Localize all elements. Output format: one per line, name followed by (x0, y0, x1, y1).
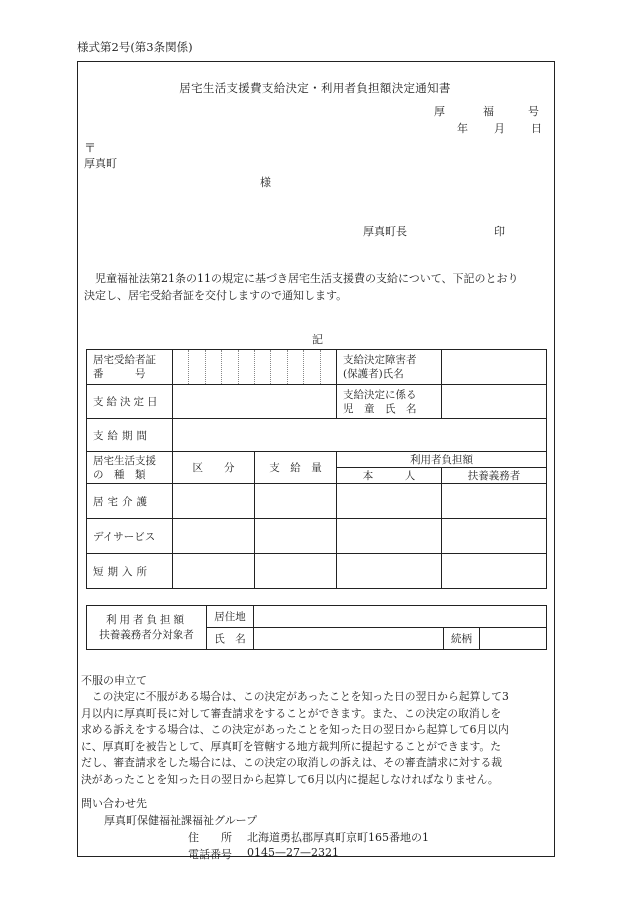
cert-number-label-line2: 番 号 (93, 368, 146, 380)
decision-date-field[interactable] (173, 385, 337, 419)
period-row (87, 419, 547, 452)
date-month: 月 (494, 122, 505, 135)
cell[interactable] (173, 554, 255, 589)
obligor-label-line1: 利用者負担額 (106, 613, 187, 626)
doc-number-mid: 福 (483, 105, 494, 118)
cell[interactable] (442, 484, 547, 519)
cell[interactable] (173, 484, 255, 519)
relation-field[interactable] (480, 628, 547, 650)
date-day: 日 (531, 122, 542, 135)
body-line-1: 児童福祉法第21条の11の規定に基づき居宅生活支援費の支給について、下記のとおり (95, 272, 519, 285)
child-name-label (337, 385, 442, 419)
honorific: 様 (260, 176, 271, 189)
self-header: 本 人 (337, 468, 442, 484)
disabled-person-label (337, 350, 442, 385)
service-type-label-line2: の 種 類 (93, 468, 146, 481)
contact-department: 厚真町保健福祉課福祉グループ (104, 814, 258, 827)
ki-mark: 記 (312, 333, 323, 346)
appeal-text (81, 689, 551, 789)
contact-phone-label: 電話番号 (188, 848, 232, 861)
cell[interactable] (337, 554, 442, 589)
date-year: 年 (457, 122, 468, 135)
document-title: 居宅生活支援費支給決定・利用者負担額決定通知書 (179, 81, 451, 95)
cert-number-field[interactable] (173, 350, 337, 385)
obligor-label-line2: 扶養義務者分対象者 (99, 628, 194, 641)
decision-date-label: 支給決定日 (87, 385, 173, 419)
child-name-label-line2: 児 童 氏 名 (343, 402, 417, 415)
decision-table (86, 349, 547, 589)
appeal-line: だし、審査請求をした場合には、この決定の取消しの訴えは、その審査請求に対する裁 (81, 756, 503, 770)
seal-mark: 印 (494, 225, 505, 238)
cell[interactable] (442, 519, 547, 554)
disabled-person-label-line2: (保護者)氏名 (343, 368, 404, 380)
body-line-2: 決定し、居宅受給者証を交付しますので通知します。 (84, 289, 348, 302)
supporter-header: 扶養義務者 (442, 468, 547, 484)
postal-mark: 〒 (84, 141, 97, 155)
table-row (87, 519, 547, 554)
obligor-table (86, 605, 547, 650)
appeal-line: 求める訴えをする場合は、この決定があったことを知った日の翌日から起算して6月以内 (81, 723, 509, 737)
service-row-home-care: 居宅介護 (87, 484, 173, 519)
relation-label: 続柄 (444, 628, 480, 650)
obligor-address-row (87, 606, 547, 628)
address-label: 居住地 (207, 606, 254, 628)
doc-number-prefix: 厚 (434, 105, 445, 118)
cell[interactable] (255, 554, 337, 589)
name-field[interactable] (254, 628, 444, 650)
amount-header: 支 給 量 (255, 452, 337, 484)
appeal-line: 決があったことを知った日の翌日から起算して6月以内に提起しなければなりません。 (81, 772, 499, 786)
cert-number-label (87, 350, 173, 385)
cert-number-label-line1: 居宅受給者証 (93, 354, 156, 366)
child-name-field[interactable] (442, 385, 547, 419)
doc-number-suffix: 号 (528, 105, 539, 118)
category-header: 区 分 (173, 452, 255, 484)
appeal-line: に、厚真町を被告として、厚真町を管轄する地方裁判所に提起することができます。た (81, 739, 501, 753)
service-type-label-line1: 居宅生活支援 (93, 454, 156, 467)
cell[interactable] (442, 554, 547, 589)
cell[interactable] (337, 484, 442, 519)
name-label: 氏 名 (207, 628, 254, 650)
burden-header: 利用者負担額 (337, 452, 547, 468)
service-row-short-stay: 短期入所 (87, 554, 173, 589)
issuer: 厚真町長 (363, 225, 407, 238)
cell[interactable] (337, 519, 442, 554)
contact-address: 北海道勇払郡厚真町京町165番地の1 (247, 831, 429, 844)
contact-heading: 問い合わせ先 (81, 797, 147, 810)
service-row-day-service: デイサービス (87, 519, 173, 554)
address-field[interactable] (254, 606, 547, 628)
recipient-town: 厚真町 (84, 157, 117, 170)
header-row (87, 452, 547, 468)
contact-phone: 0145—27—2321 (247, 846, 339, 859)
disabled-person-name-field[interactable] (442, 350, 547, 385)
cell[interactable] (173, 519, 255, 554)
appeal-heading: 不服の申立て (81, 674, 147, 687)
body-text (84, 270, 546, 304)
cell[interactable] (255, 519, 337, 554)
appeal-line: 月以内に厚真町長に対して審査請求をすることができます。また、この決定の取消しを (81, 706, 502, 720)
decision-date-row (87, 385, 547, 419)
period-field[interactable] (173, 419, 547, 452)
table-row (87, 484, 547, 519)
contact-address-label: 住 所 (188, 831, 232, 844)
cell[interactable] (255, 484, 337, 519)
appeal-line: この決定に不服がある場合は、この決定があったことを知った日の翌日から起算して3 (81, 690, 509, 703)
form-id: 様式第2号(第3条関係) (77, 40, 193, 54)
cert-row (87, 350, 547, 385)
obligor-label (87, 606, 207, 650)
table-row (87, 554, 547, 589)
service-type-label (87, 452, 173, 484)
disabled-person-label-line1: 支給決定障害者 (343, 354, 417, 366)
period-label: 支給期間 (87, 419, 173, 452)
child-name-label-line1: 支給決定に係る (343, 388, 417, 401)
